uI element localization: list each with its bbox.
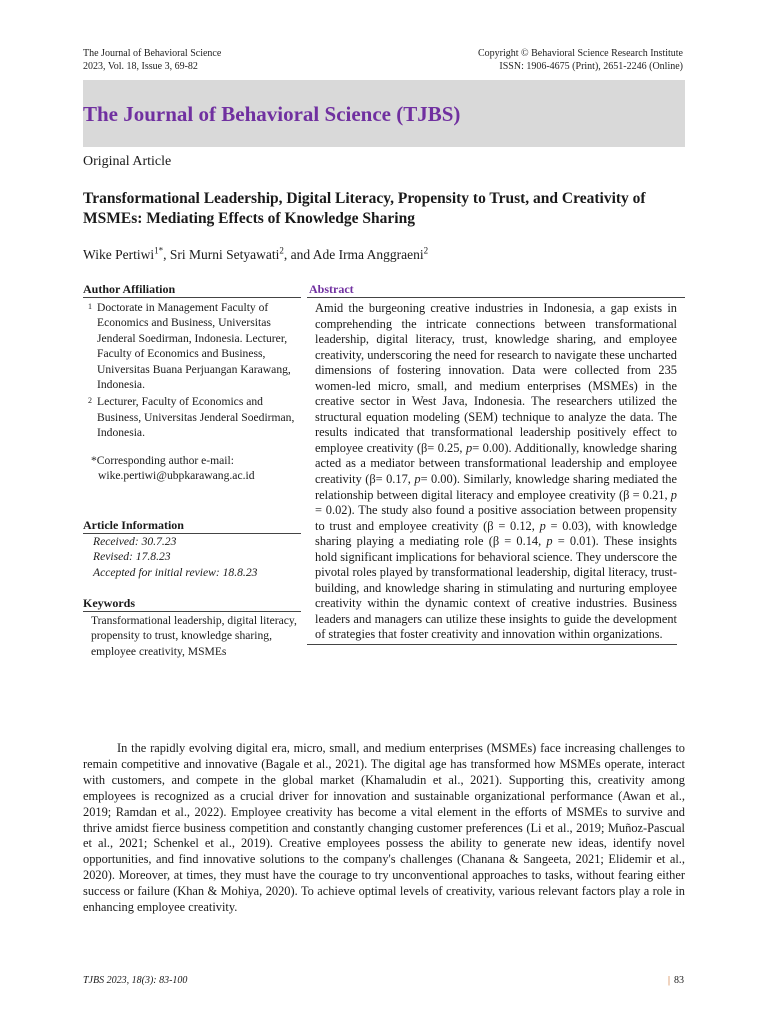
introduction-paragraph: In the rapidly evolving digital era, micro, small, and medium enterprises (MSMEs) face increasing challenges to remain competitive and innovative (Bagale et al., 2021). The digital age has transformed how MSMEs operate, interact with customers, and compete in the global market (Khamaludin et al., 2021). Supporting this, creativity among employees is recognized as a crucial driver for innovation and sustainable organizational performance (Awan et al., 2019; Ramdan et al., 2022). Employee creativity has become a vital element in the efforts of MSMEs to survive and thrive amidst fierce business competition and constantly changing customer preferences (Li et al., 2019; Muñoz-Pascual et al., 2021; Schenkel et al., 2019). Creative employees possess the ability to generate new ideas, identify novel opportunities, and find innovative solutions to the company's challenges (Chanana & Sangeeta, 2021; Elidemir et al., 2020). Moreover, at times, they must have the courage to try unconventional approaches to tasks, without fearing either success or failure (Khan & Mohiya, 2020). To achieve optimal levels of creativity, various relevant factors play a role in enhancing employee creativity. xyxy=(83,741,685,915)
volume-issue-header: 2023, Vol. 18, Issue 3, 69-82 xyxy=(83,61,198,72)
paper-title: Transformational Leadership, Digital Literacy, Propensity to Trust, and Creativity of MSMEs: Mediating Effects of Knowledge Sharing xyxy=(83,190,646,227)
affiliation-number: 1 xyxy=(88,302,92,311)
revised-date: Revised: 17.8.23 xyxy=(93,550,171,564)
page-number: 83 xyxy=(674,975,684,986)
author-affiliation-mark: 1* xyxy=(154,245,164,256)
keywords-section xyxy=(83,596,301,659)
author-name: Wike Pertiwi xyxy=(83,247,155,262)
author-name: Sri Murni Setyawati xyxy=(169,247,280,262)
corresponding-label: *Corresponding author e-mail: xyxy=(91,453,234,467)
accepted-date: Accepted for initial review: 18.8.23 xyxy=(93,565,258,579)
journal-title: The Journal of Behavioral Science (TJBS) xyxy=(83,102,461,126)
issn-header: ISSN: 1906-4675 (Print), 2651-2246 (Online) xyxy=(499,61,683,72)
keywords-heading: Keywords xyxy=(83,596,301,612)
received-date: Received: 30.7.23 xyxy=(93,535,177,548)
keywords-text: Transformational leadership, digital literacy, propensity to trust, knowledge sharing, employee creativity, MSMEs xyxy=(91,614,297,658)
author-affiliation-section xyxy=(83,282,301,483)
article-information-section xyxy=(83,518,301,580)
running-header-right xyxy=(478,47,683,73)
affiliation-number: 2 xyxy=(88,396,92,406)
article-info-heading: Article Information xyxy=(83,518,301,534)
corresponding-email[interactable]: wike.pertiwi@ubpkarawang.ac.id xyxy=(98,469,255,483)
copyright-header: Copyright © Behavioral Science Research Institute xyxy=(477,48,683,59)
author-affiliation-mark: 2 xyxy=(279,245,284,256)
abstract-section xyxy=(307,282,685,645)
author-list xyxy=(83,247,428,263)
author-affiliation-mark: 2 xyxy=(423,245,429,256)
abstract-heading: Abstract xyxy=(307,282,685,298)
abstract-text: Amid the burgeoning creative industries in Indonesia, a gap exists in comprehending the intricate connections between transformational leadership, digital literacy, trust, knowledge sharing, and employee creativity, underscoring the need for research to navigate these uncharted dimensions of fostering innovation. Data were collected from 235 women-led micro, small, and medium enterprises (MSMEs) in the creative sector in West Java, Indonesia. The researchers utilized the structural equation modeling (SEM) technique to analyze the data. The results indicated that transformational leadership positively effect to employee creativity (β= 0.25, p= 0.00). Additionally, knowledge sharing acted as a mediator between transformational leadership and employee creativity (β= 0.17, p= 0.00). Similarly, knowledge sharing mediated the relationship between digital literacy and employee creativity (β = 0.21, p = 0.02). The study also found a positive association between propensity to trust and employee creativity (β = 0.12, p = 0.03), with knowledge sharing playing a mediating role (β = 0.14, p = 0.01). These insights hold significant implications for behavioral science. They underscore the pivotal roles played by transformational leadership, digital literacy, trust-building, and knowledge sharing in stimulating and nurturing employee creativity within the dynamic context of creative industries. Business leaders and managers can utilize these insights to guide the development of strategies that foster creativity and innovation within organizations. xyxy=(307,298,677,645)
affiliation-heading: Author Affiliation xyxy=(83,282,301,298)
footer-citation: TJBS 2023, 18(3): 83-100 xyxy=(83,975,188,986)
author-name: Ade Irma Anggraeni xyxy=(312,247,424,262)
affiliation-item xyxy=(83,300,301,392)
affiliation-text: Doctorate in Management Faculty of Economics and Business, Universitas Jenderal Soedirman, Indonesia. Lecturer, Faculty of Economics and Business, Universitas Buana Perjuangan Karawang, Indonesia. xyxy=(97,301,291,392)
footer-divider: | xyxy=(667,975,670,986)
journal-banner xyxy=(83,80,685,147)
corresponding-author xyxy=(83,453,301,484)
author-separator: , and xyxy=(283,247,313,262)
affiliation-item xyxy=(83,394,301,440)
page-number-footer xyxy=(668,975,684,986)
journal-name-header: The Journal of Behavioral Science xyxy=(83,48,222,59)
running-header-left xyxy=(83,47,221,73)
affiliation-text: Lecturer, Faculty of Economics and Business, Universitas Jenderal Soedirman, Indonesia. xyxy=(97,395,295,440)
article-type: Original Article xyxy=(83,154,172,169)
author-separator: , xyxy=(163,247,170,262)
